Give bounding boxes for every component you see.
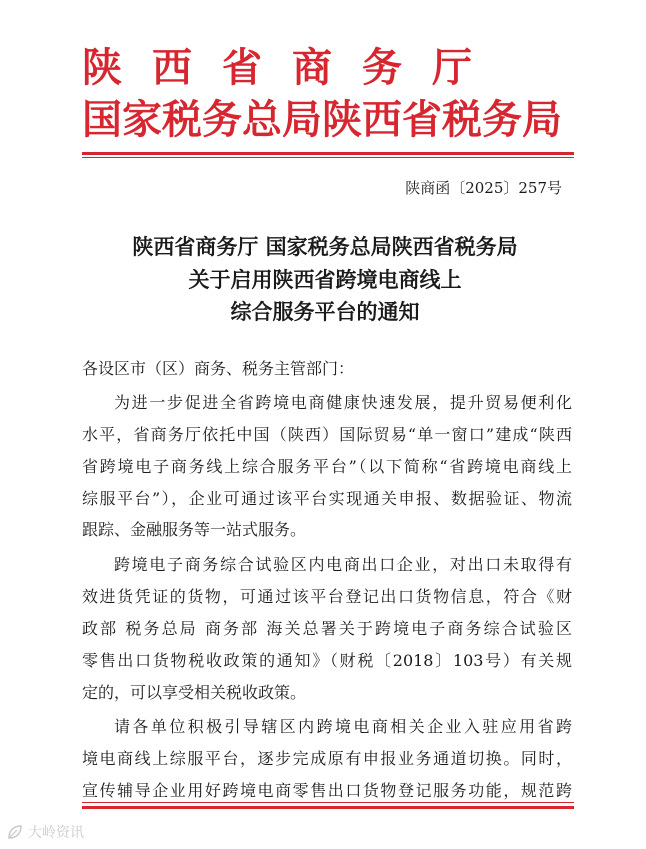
body-line: 宣传辅导企业用好跨境电商零售出口货物登记服务功能，规范跨 bbox=[82, 781, 572, 800]
watermark bbox=[6, 822, 84, 842]
salutation: 各设区市（区）商务、税务主管部门： bbox=[82, 359, 355, 378]
footer-rule-thick bbox=[82, 806, 574, 809]
title-line-3: 综合服务平台的通知 bbox=[230, 299, 420, 324]
document-number: 陕商函〔2025〕257号 bbox=[405, 179, 562, 197]
body-line: 境电商线上综服平台，逐步完成原有申报业务通道切换。同时， bbox=[82, 749, 572, 768]
body-line: 跨境电子商务综合试验区内电商出口企业，对出口未取得有 bbox=[114, 555, 572, 574]
issuer-line-2: 国家税务总局陕西省税务局 bbox=[82, 96, 562, 143]
title-line-2: 关于启用陕西省跨境电商线上 bbox=[188, 267, 462, 292]
footer-rule-thin bbox=[82, 802, 574, 803]
body-line: 水平，省商务厅依托中国（陕西）国际贸易“单一窗口”建成“陕西 bbox=[82, 425, 572, 444]
body-line: 零售出口货物税收政策的通知》（财税〔2018〕103号）有关规 bbox=[82, 651, 572, 670]
header-rule-thick bbox=[82, 152, 574, 155]
title-line-1: 陕西省商务厅 国家税务总局陕西省税务局 bbox=[132, 234, 518, 259]
body-line: 效进货凭证的货物，可通过该平台登记出口货物信息，符合《财 bbox=[82, 587, 572, 606]
body-line: 政部 税务总局 商务部 海关总署关于跨境电子商务综合试验区 bbox=[82, 619, 572, 638]
issuer-line-1: 陕西省商务厅 bbox=[82, 44, 502, 91]
body-line: 省跨境电子商务线上综合服务平台”（以下简称“省跨境电商线上 bbox=[82, 457, 572, 476]
body-line: 定的，可以享受相关税收政策。 bbox=[82, 683, 307, 702]
body-line: 综服平台”），企业可通过该平台实现通关申报、数据验证、物流 bbox=[82, 489, 572, 508]
tea-leaf-icon bbox=[6, 823, 24, 841]
body-line: 为进一步促进全省跨境电商健康快速发展，提升贸易便利化 bbox=[114, 393, 572, 412]
header-rule-thin bbox=[82, 157, 574, 158]
body-line: 跟踪、金融服务等一站式服务。 bbox=[82, 520, 307, 539]
body-line: 请各单位积极引导辖区内跨境电商相关企业入驻应用省跨 bbox=[114, 717, 572, 736]
watermark-text: 大岭资讯 bbox=[28, 825, 84, 841]
